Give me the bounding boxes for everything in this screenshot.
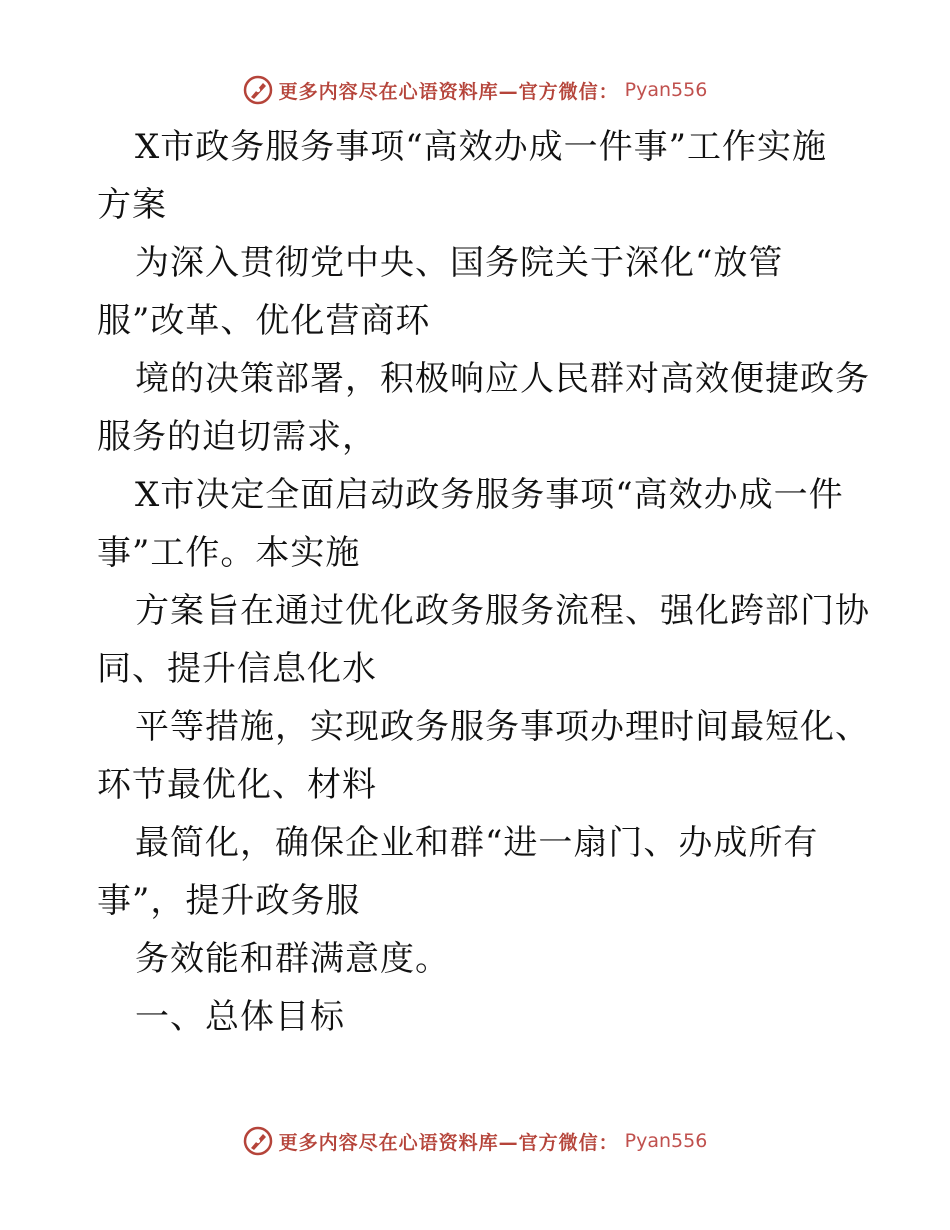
paragraph-line: 同、提升信息化水 — [97, 649, 377, 689]
paragraph-line: 境的决策部署，积极响应人民群对高效便捷政务 — [135, 359, 870, 399]
document-title-line-1: X市政务服务事项“高效办成一件事”工作实施 — [135, 127, 827, 167]
pen-logo-icon — [243, 1126, 273, 1156]
section-heading: 一、总体目标 — [135, 997, 345, 1037]
watermark-handle: Pyan556 — [624, 79, 708, 101]
paragraph-line: 服务的迫切需求， — [97, 417, 377, 457]
watermark-handle: Pyan556 — [624, 1130, 708, 1152]
header-watermark — [0, 75, 950, 105]
paragraph-line: 服”改革、优化营商环 — [97, 301, 431, 341]
paragraph-line: 方案旨在通过优化政务服务流程、强化跨部门协 — [135, 591, 870, 631]
paragraph-line: 为深入贯彻党中央、国务院关于深化“放管 — [135, 243, 784, 283]
paragraph-line: 务效能和群满意度。 — [135, 939, 450, 979]
document-title-line-2: 方案 — [97, 185, 167, 225]
paragraph-line: 最简化，确保企业和群“进一扇门、办成所有 — [135, 823, 819, 863]
watermark-text: 更多内容尽在心语资料库—官方微信： — [278, 1131, 619, 1154]
document-body — [97, 118, 870, 1046]
paragraph-line: 事”，提升政务服 — [97, 881, 361, 921]
paragraph-line: X市决定全面启动政务服务事项“高效办成一件 — [135, 475, 844, 515]
paragraph-line: 事”工作。本实施 — [97, 533, 361, 573]
footer-watermark — [0, 1126, 950, 1156]
watermark-text: 更多内容尽在心语资料库—官方微信： — [278, 80, 619, 103]
paragraph-line: 环节最优化、材料 — [97, 765, 377, 805]
paragraph-line: 平等措施，实现政务服务事项办理时间最短化、 — [135, 707, 870, 747]
pen-logo-icon — [243, 75, 273, 105]
